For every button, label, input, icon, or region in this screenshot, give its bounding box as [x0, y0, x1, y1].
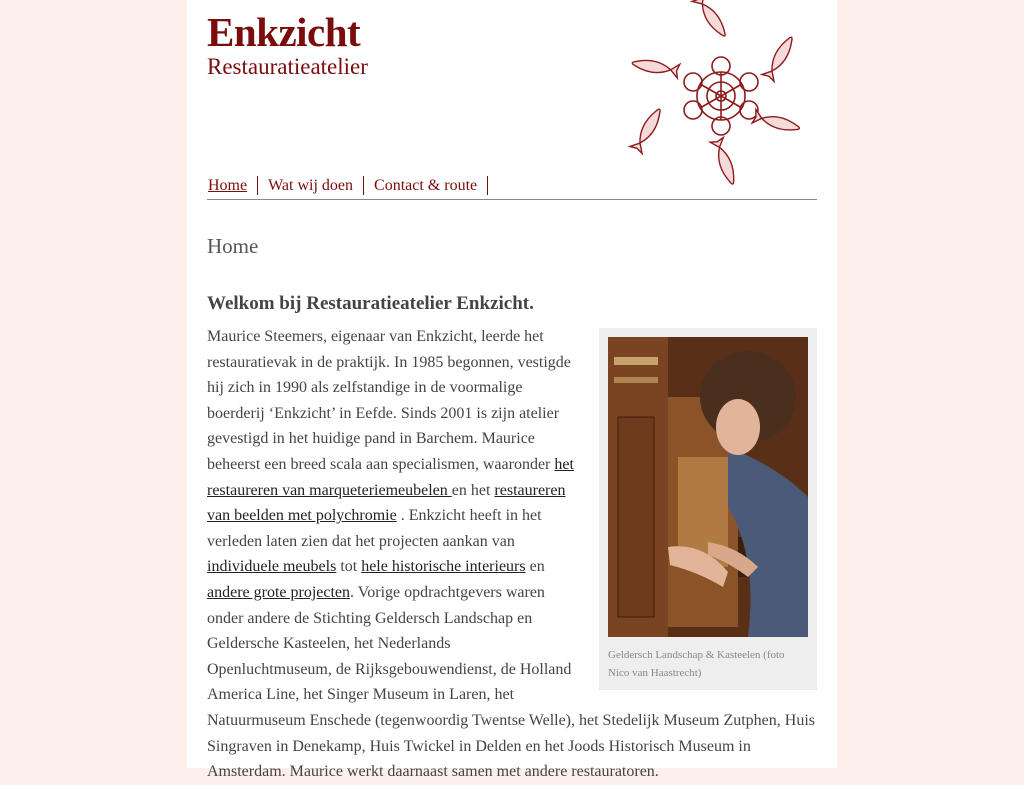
site-logo-title[interactable]: Enkzicht — [207, 9, 361, 55]
nav-item-contact-route[interactable]: Contact & route — [364, 176, 488, 195]
nav-item-wat-wij-doen[interactable]: Wat wij doen — [258, 176, 364, 195]
intro-text-5: en — [525, 558, 545, 576]
intro-text-3: . Enkzicht heeft in het verleden laten zien dat het projecten aankan van — [207, 507, 542, 550]
main-nav — [207, 176, 817, 200]
site-logo-subtitle[interactable]: Restauratieatelier — [207, 54, 368, 79]
link-grote-projecten[interactable]: andere grote projecten — [207, 583, 351, 601]
fish-rosette-ornament-icon — [623, 0, 819, 196]
link-marqueterie[interactable]: het restaureren van marqueteriemeubelen — [207, 455, 574, 499]
photo-figure — [599, 328, 817, 690]
photo-caption: Geldersch Landschap & Kasteelen (foto Nico van Haastrecht) — [608, 649, 785, 679]
intro-text-6: . Vorige opdrachtgevers waren onder andere de Stichting Geldersch Landschap en Geldersche Kasteelen, het Nederlands Openluchtmuseum, de Rijksgebouwendienst, de Holland America Line, het Singer Museum in Laren, het Natuurmuseum Enschede (tegenwoordig Twentse Welle), het Stedelijk Museum Zutphen, Huis Singraven in Denekamp, Huis Twickel in Delden en het Joods Historisch Museum in Amsterdam. Maurice werkt daarnaast samen met andere restauratoren. — [207, 583, 815, 781]
restorer-photo — [608, 337, 808, 637]
nav-item-home[interactable]: Home — [207, 176, 258, 195]
welcome-heading: Welkom bij Restauratieatelier Enkzicht. — [207, 293, 534, 314]
page-container — [187, 0, 837, 781]
link-individuele-meubels[interactable]: individuele meubels — [207, 558, 337, 576]
link-historische-interieurs[interactable]: hele historische interieurs — [361, 558, 526, 576]
intro-text-2: en het — [451, 481, 495, 499]
intro-text-1: Maurice Steemers, eigenaar van Enkzicht, leerde het restauratievak in de praktijk. In 1985 begonnen, vestigde hij zich in 1990 als zelfstandige in de voormalige boerderij ‘Enkzicht’ in Eefde. Sinds 2001 is zijn atelier gevestigd in het huidige pand in Barchem. Maurice beheerst een breed scala aan specialismen, waaronder — [207, 328, 571, 473]
page-title: Home — [207, 234, 259, 258]
main-content — [207, 324, 817, 785]
link-polychromie[interactable]: restaureren van beelden met polychromie — [207, 481, 566, 525]
intro-text-4: tot — [336, 558, 362, 576]
